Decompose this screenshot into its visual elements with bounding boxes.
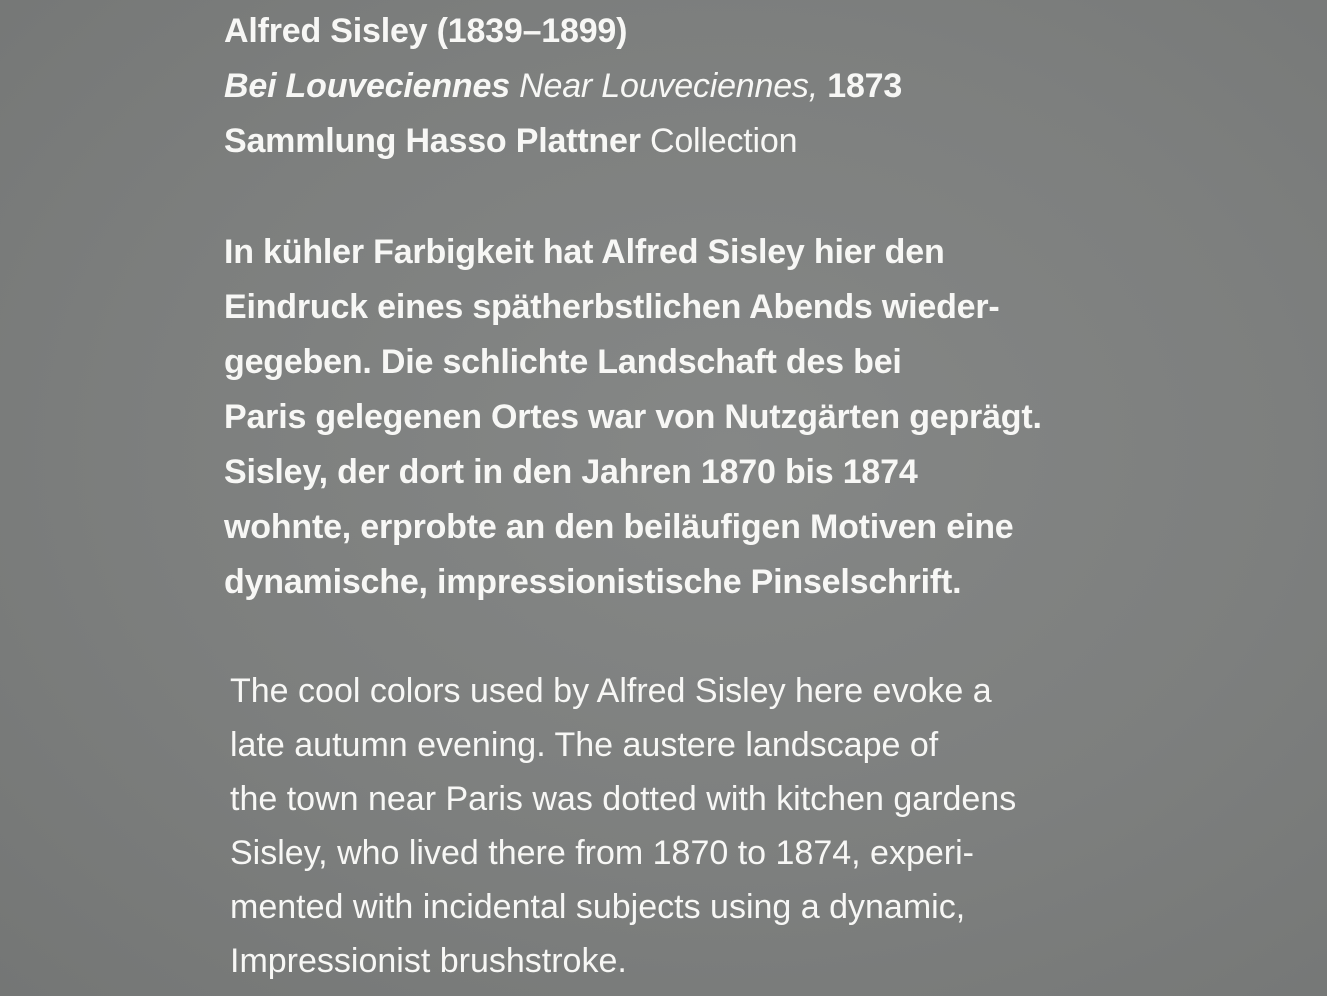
title-line (224, 59, 1284, 114)
english-line: late autumn evening. The austere landscape of (230, 726, 939, 764)
collection-line (224, 114, 1284, 169)
wall-label (224, 0, 1284, 988)
german-line: In kühler Farbigkeit hat Alfred Sisley hier den (224, 233, 945, 271)
german-line: Paris gelegenen Ortes war von Nutzgärten geprägt. (224, 398, 1042, 436)
german-line: dynamische, impressionistische Pinselschrift. (224, 563, 962, 601)
german-line: gegeben. Die schlichte Landschaft des bei (224, 343, 902, 381)
german-description (224, 225, 1284, 610)
german-line: Sisley, der dort in den Jahren 1870 bis 1874 (224, 453, 918, 491)
title-german: Bei Louveciennes (224, 67, 510, 105)
title-english: Near Louveciennes, (519, 67, 818, 105)
english-line: mented with incidental subjects using a dynamic, (230, 888, 966, 926)
english-line: Impressionist brushstroke. (230, 942, 627, 980)
german-line: Eindruck eines spätherbstlichen Abends wieder- (224, 288, 1000, 326)
english-line: Sisley, who lived there from 1870 to 1874, experi- (230, 834, 974, 872)
english-description (224, 664, 1284, 988)
artist-name: Alfred Sisley (1839–1899) (224, 12, 628, 50)
german-line: wohnte, erprobte an den beiläufigen Motiven eine (224, 508, 1014, 546)
artwork-year: 1873 (827, 67, 903, 105)
artist-line (224, 4, 1284, 59)
english-line: the town near Paris was dotted with kitchen gardens (230, 780, 1017, 818)
collection-english: Collection (649, 122, 798, 160)
collection-german: Sammlung Hasso Plattner (224, 122, 641, 160)
artwork-header (224, 4, 1284, 169)
english-line: The cool colors used by Alfred Sisley here evoke a (230, 672, 992, 710)
